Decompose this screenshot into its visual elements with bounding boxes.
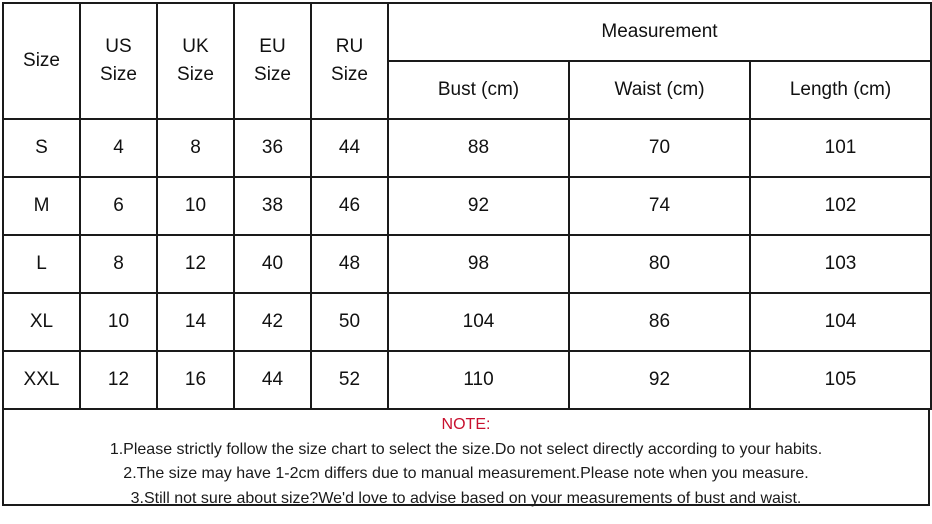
cell-uk: 12: [157, 235, 234, 293]
cell-eu: 36: [234, 119, 311, 177]
cell-uk: 14: [157, 293, 234, 351]
cell-us: 10: [80, 293, 157, 351]
size-table: [2, 2, 932, 410]
cell-eu: 40: [234, 235, 311, 293]
header-us-size: US Size: [80, 3, 157, 119]
cell-eu: 42: [234, 293, 311, 351]
cell-us: 12: [80, 351, 157, 409]
cell-length: 102: [750, 177, 931, 235]
cell-ru: 44: [311, 119, 388, 177]
cell-ru: 46: [311, 177, 388, 235]
table-row: [3, 293, 931, 351]
cell-ru: 52: [311, 351, 388, 409]
header-size: Size: [3, 3, 80, 119]
cell-length: 103: [750, 235, 931, 293]
notes-panel: [2, 410, 930, 506]
header-measurement: Measurement: [388, 3, 931, 61]
cell-length: 104: [750, 293, 931, 351]
cell-eu: 44: [234, 351, 311, 409]
cell-waist: 74: [569, 177, 750, 235]
cell-size: M: [3, 177, 80, 235]
header-bust: Bust (cm): [388, 61, 569, 119]
cell-waist: 92: [569, 351, 750, 409]
cell-uk: 8: [157, 119, 234, 177]
cell-waist: 86: [569, 293, 750, 351]
cell-size: XL: [3, 293, 80, 351]
note-line-1: 1.Please strictly follow the size chart to select the size.Do not select directly according to your habits.: [109, 440, 823, 458]
header-length: Length (cm): [750, 61, 931, 119]
cell-us: 8: [80, 235, 157, 293]
table-row: [3, 235, 931, 293]
note-line-2: 2.The size may have 1-2cm differs due to manual measurement.Please note when you measure.: [123, 465, 809, 482]
cell-bust: 110: [388, 351, 569, 409]
header-uk-size: UK Size: [157, 3, 234, 119]
cell-size: L: [3, 235, 80, 293]
header-row: [3, 3, 931, 61]
cell-bust: 98: [388, 235, 569, 293]
table-row: [3, 177, 931, 235]
cell-size: S: [3, 119, 80, 177]
cell-waist: 70: [569, 119, 750, 177]
cell-ru: 48: [311, 235, 388, 293]
note-title: NOTE:: [441, 416, 491, 433]
size-chart: [2, 2, 930, 522]
cell-uk: 16: [157, 351, 234, 409]
cell-length: 105: [750, 351, 931, 409]
cell-length: 101: [750, 119, 931, 177]
cell-eu: 38: [234, 177, 311, 235]
table-row: [3, 119, 931, 177]
note-line-3: 3.Still not sure about size?We'd love to advise based on your measurements of bust and waist.: [130, 489, 802, 507]
cell-bust: 104: [388, 293, 569, 351]
cell-bust: 88: [388, 119, 569, 177]
header-waist: Waist (cm): [569, 61, 750, 119]
cell-bust: 92: [388, 177, 569, 235]
header-eu-size: EU Size: [234, 3, 311, 119]
cell-uk: 10: [157, 177, 234, 235]
cell-waist: 80: [569, 235, 750, 293]
cell-ru: 50: [311, 293, 388, 351]
cell-size: XXL: [3, 351, 80, 409]
table-row: [3, 351, 931, 409]
header-ru-size: RU Size: [311, 3, 388, 119]
cell-us: 4: [80, 119, 157, 177]
cell-us: 6: [80, 177, 157, 235]
